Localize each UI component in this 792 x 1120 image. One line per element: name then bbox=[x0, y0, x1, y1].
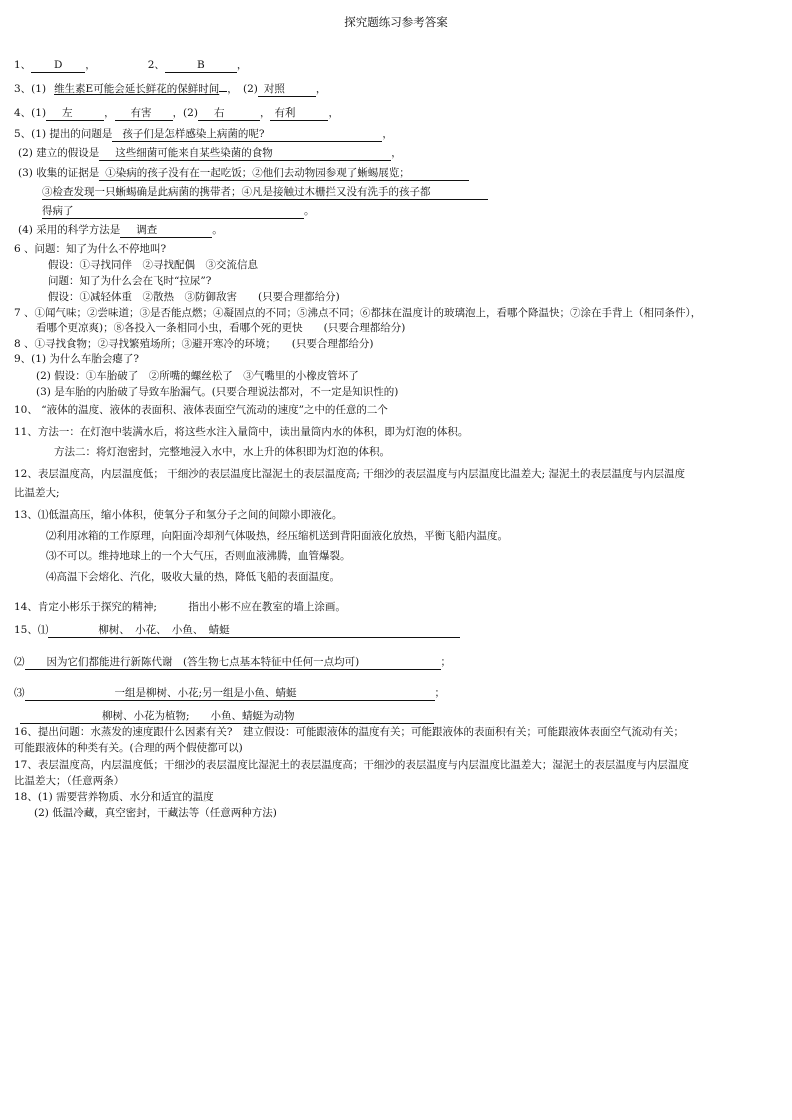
answer-8: 8 、①寻找食物；②寻找繁殖场所；③避开寒冷的环境； (只要合理都给分) bbox=[14, 338, 374, 350]
answer-13-2: ⑵利用冰箱的工作原理，向阳面冷却剂气体吸热，经压缩机送到背阳面液化放热，平衡飞船内温度。 bbox=[46, 530, 508, 542]
answer-3: 3、(1) 维生素E可能会延长鲜花的保鲜时间 ， (2) 对照 ， bbox=[14, 83, 327, 95]
page-title: 探究题练习参考答案 bbox=[344, 15, 448, 29]
answer-3-2-value: 对照 bbox=[258, 83, 316, 97]
answer-13-3: ⑶不可以。维持地球上的一个大气压，否则血液沸腾，血管爆裂。 bbox=[46, 550, 351, 562]
answer-5-2: (2) 建立的假设是 这些细菌可能来自某些染菌的食物 ， bbox=[18, 147, 402, 159]
answer-9-1: 9、(1) 为什么车胎会瘪了? bbox=[14, 353, 140, 365]
answer-5-4: (4) 采用的科学方法是 调查 。 bbox=[18, 224, 223, 236]
answer-5-1: 5、(1) 提出的问题是 孩子们是怎样感染上病菌的呢? ， bbox=[14, 128, 393, 140]
answer-17-line-2: 比温差大；（任意两条） bbox=[14, 775, 125, 787]
answer-4-c: 右 bbox=[198, 107, 260, 121]
answer-9-2: (2) 假设：①车胎破了 ②所嘴的螺丝松了 ③气嘴里的小橡皮管坏了 bbox=[36, 370, 359, 382]
answer-6-hypothesis-2: 假设：①减轻体重 ②散热 ③防御敌害 (只要合理都给分) bbox=[48, 291, 340, 303]
answer-6-hypothesis-1: 假设：①寻找同伴 ②寻找配偶 ③交流信息 bbox=[48, 259, 258, 271]
answer-10: 10、 “液体的温度、液体的表面积、液体表面空气流动的速度”之中的任意的二个 bbox=[14, 404, 388, 416]
answer-1-2: 1、 D ， 2、 B ， bbox=[14, 59, 248, 71]
answer-5-3-cont: ③检查发现一只蜥蜴确是此病菌的携带者；④凡是接触过木栅拦又没有洗手的孩子都 bbox=[42, 185, 488, 200]
answer-15-3-cont: 柳树、小花为植物; 小鱼、蜻蜓为动物 bbox=[20, 709, 434, 724]
answer-11-method-1: 11、方法一：在灯泡中装满水后，将这些水注入量筒中，读出量筒内水的体积，即为灯泡的体积。 bbox=[14, 426, 469, 438]
answer-2-value: B bbox=[165, 59, 237, 73]
answer-13-4: ⑷高温下会熔化、汽化，吸收大量的热，降低飞船的表面温度。 bbox=[46, 571, 340, 583]
answer-3-1-value: 维生素E可能会延长鲜花的保鲜时间 bbox=[54, 83, 220, 95]
answer-17-line-1: 17、表层温度高，内层温度低；干细沙的表层温度比湿泥土的表层温度高；干细沙的表层温度与内层温度比温差大；湿泥土的表层温度与内层温度 bbox=[14, 759, 689, 771]
answer-16-line-2: 可能跟液体的种类有关。(合理的两个假使都可以) bbox=[14, 742, 243, 754]
answer-4-d: 有利 bbox=[270, 107, 328, 121]
answer-4: 4、(1) 左 ， 有害 ，(2) 右 ， 有利 ， bbox=[14, 107, 339, 119]
answer-12-line-1: 12、表层温度高，内层温度低； 干细沙的表层温度比湿泥土的表层温度高; 干细沙的表层温度与内层温度比温差大; 湿泥土的表层温度与内层温度 bbox=[14, 468, 685, 480]
answer-18-2: (2) 低温冷藏，真空密封，干藏法等（任意两种方法) bbox=[34, 807, 277, 819]
answer-9-3: (3) 是车胎的内胎破了导致车胎漏气。(只要合理说法都对，不一定是知识性的) bbox=[36, 386, 399, 398]
answer-15-2: ⑵ 因为它们都能进行新陈代谢 (答生物七点基本特征中任何一点均可) ； bbox=[14, 656, 451, 668]
answer-16-line-1: 16、提出问题：水蒸发的速度跟什么因素有关? 建立假设：可能跟液体的温度有关；可能跟液体的表面积有关；可能跟液体表面空气流动有关； bbox=[14, 726, 684, 738]
answer-5-3-end: 得病了 。 bbox=[42, 205, 315, 217]
answer-18-1: 18、(1) 需要营养物质、水分和适宜的温度 bbox=[14, 791, 214, 803]
answer-11-method-2: 方法二：将灯泡密封，完整地浸入水中，水上升的体积即为灯泡的体积。 bbox=[54, 446, 390, 458]
answer-14: 14、肯定小彬乐于探究的精神; 指出小彬不应在教室的墙上涂画。 bbox=[14, 601, 346, 613]
answer-4-a: 左 bbox=[46, 107, 104, 121]
answer-15-1: 15、⑴ 柳树、 小花、 小鱼、 蜻蜓 bbox=[14, 623, 460, 638]
answer-13-1: 13、⑴低温高压，缩小体积，使氧分子和氢分子之间的间隙小即液化。 bbox=[14, 509, 343, 521]
answer-7-line-1: 7 、①闻气味；②尝味道；③是否能点燃；④凝固点的不同；⑤沸点不同；⑥都抹在温度计的玻璃泡上，看哪个降温快；⑦涂在手背上（相同条件）， bbox=[14, 307, 702, 319]
answer-5-3: (3) 收集的证据是 ①染病的孩子没有在一起吃饭；②他们去动物园参观了蜥蜴展览； bbox=[18, 166, 469, 181]
answer-1-value: D bbox=[31, 59, 85, 73]
answer-12-line-2: 比温差大; bbox=[14, 487, 60, 499]
answer-7-line-2: 看哪个更凉爽)；⑧各投入一条相同小虫，看哪个死的更快 (只要合理都给分) bbox=[36, 322, 406, 334]
answer-6-question-1: 6 、问题：知了为什么不停地叫? bbox=[14, 243, 167, 255]
answer-15-3: ⑶ 一组是柳树、小花;另一组是小鱼、蜻蜓 ； bbox=[14, 687, 445, 699]
answer-6-question-2: 问题：知了为什么会在飞时“拉尿”? bbox=[48, 275, 212, 287]
answer-4-b: 有害 bbox=[115, 107, 173, 121]
